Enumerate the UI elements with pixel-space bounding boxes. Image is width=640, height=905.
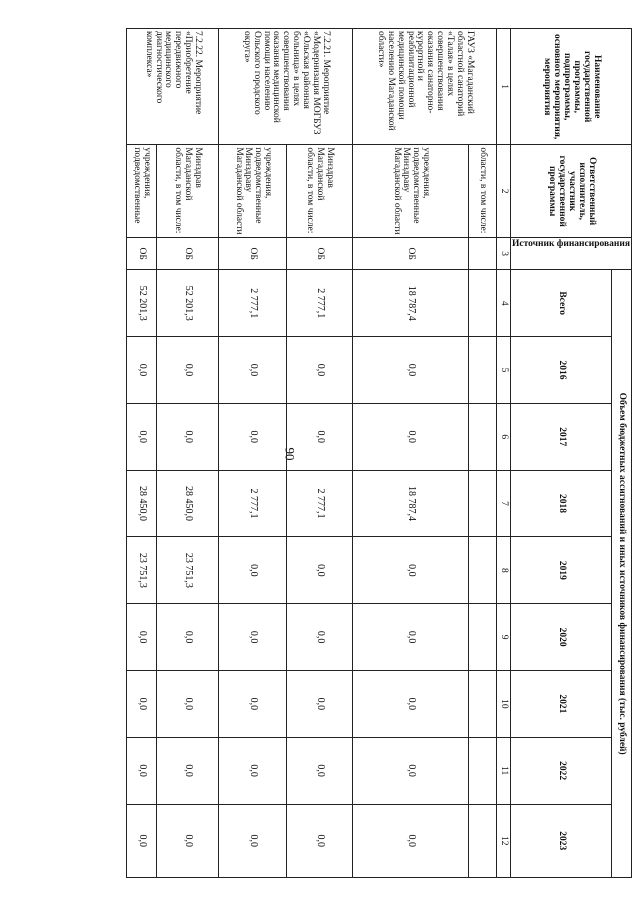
row-value: 18 787,4	[352, 470, 468, 537]
row-executor: учреждения, подведомственные	[126, 145, 156, 238]
row-executor: Минздрав Магаданской области, в том числе:	[156, 145, 218, 238]
col-number: 5	[496, 337, 510, 404]
row-value: 0,0	[218, 537, 286, 604]
row-value: 0,0	[156, 737, 218, 804]
row-value	[468, 670, 496, 737]
header-source: Источник финансирования	[510, 237, 631, 269]
col-number: 4	[496, 270, 510, 337]
row-value: 23 751,3	[126, 537, 156, 604]
row-value	[468, 403, 496, 470]
table-row	[218, 29, 286, 878]
row-value: 0,0	[218, 804, 286, 877]
col-number: 1	[496, 29, 510, 145]
header-financing: Объем бюджетных ассигнований и иных источников финансирования (тыс. рублей)	[611, 270, 631, 878]
col-number: 6	[496, 403, 510, 470]
row-value	[468, 337, 496, 404]
row-value: 0,0	[352, 537, 468, 604]
row-value: 52 201,3	[126, 270, 156, 337]
row-value: 0,0	[286, 604, 352, 671]
row-value: 0,0	[286, 737, 352, 804]
row-value: 0,0	[156, 403, 218, 470]
col-number: 3	[496, 237, 510, 269]
table-row	[468, 29, 496, 878]
financing-table-rotated	[132, 28, 632, 878]
row-value	[468, 737, 496, 804]
row-executor: Минздрав Магаданской области, в том числе:	[286, 145, 352, 238]
row-value: 0,0	[218, 337, 286, 404]
col-number: 2	[496, 145, 510, 238]
col-number: 10	[496, 670, 510, 737]
row-name: 7.2.22. Мероприятие «Приобретение передвижного медицинского диагностического комплекса»	[126, 29, 218, 145]
row-value	[468, 604, 496, 671]
row-value	[468, 270, 496, 337]
row-executor: учреждения, подведомственные Минздраву Магаданской области	[218, 145, 286, 238]
header-year: 2016	[510, 337, 611, 404]
row-source: ОБ	[352, 237, 468, 269]
column-number-row	[496, 29, 510, 878]
row-value	[468, 804, 496, 877]
row-executor: области, в том числе:	[468, 145, 496, 238]
row-value: 0,0	[126, 403, 156, 470]
row-value: 0,0	[352, 804, 468, 877]
row-value: 2 777,1	[218, 470, 286, 537]
header-row-1	[611, 29, 631, 878]
row-value	[468, 537, 496, 604]
table-row	[286, 29, 352, 878]
header-year: 2017	[510, 403, 611, 470]
row-name: 7.2.21. Мероприятие «Модернизация МОГБУЗ «Ольская районная больница» в целях совершенствования оказания медицинской помощи населению Ольского городского округа»	[218, 29, 352, 145]
row-value: 0,0	[156, 804, 218, 877]
col-number: 8	[496, 537, 510, 604]
table-row	[156, 29, 218, 878]
row-value: 0,0	[156, 604, 218, 671]
table-row	[352, 29, 468, 878]
row-source: ОБ	[218, 237, 286, 269]
page-number: 90	[282, 447, 298, 461]
row-value: 0,0	[352, 337, 468, 404]
header-year: 2023	[510, 804, 611, 877]
row-value: 0,0	[286, 670, 352, 737]
row-value	[468, 470, 496, 537]
col-number: 12	[496, 804, 510, 877]
header-executor: Ответственный исполнитель, участник государственной программы	[510, 145, 631, 238]
row-value: 0,0	[156, 337, 218, 404]
row-value: 2 777,1	[218, 270, 286, 337]
row-value: 0,0	[286, 403, 352, 470]
row-source: ОБ	[156, 237, 218, 269]
header-name: Наименование государственной программы, подпрограммы, основного мероприятия, мероприятия	[510, 29, 631, 145]
row-value: 0,0	[286, 337, 352, 404]
header-year: 2022	[510, 737, 611, 804]
row-value: 0,0	[126, 670, 156, 737]
header-year: 2021	[510, 670, 611, 737]
row-value: 0,0	[218, 737, 286, 804]
row-value: 0,0	[352, 737, 468, 804]
row-value: 2 777,1	[286, 470, 352, 537]
financing-table	[126, 28, 632, 878]
row-value: 2 777,1	[286, 270, 352, 337]
row-value: 28 450,0	[126, 470, 156, 537]
row-value: 0,0	[352, 403, 468, 470]
table-row	[126, 29, 156, 878]
row-value: 0,0	[218, 604, 286, 671]
row-value: 28 450,0	[156, 470, 218, 537]
row-source: ОБ	[286, 237, 352, 269]
row-value: 0,0	[218, 403, 286, 470]
header-year: 2018	[510, 470, 611, 537]
row-value: 0,0	[218, 670, 286, 737]
row-value: 0,0	[352, 604, 468, 671]
row-value: 0,0	[352, 670, 468, 737]
row-value: 0,0	[286, 804, 352, 877]
row-value: 0,0	[286, 537, 352, 604]
row-value: 23 751,3	[156, 537, 218, 604]
row-name: ГАУЗ «Магаданский областной санаторий «Талая» в целях совершенствования оказания санаторно-курортной и реабилитационной медицинской помощи населению Магаданской области»	[352, 29, 496, 145]
row-source: ОБ	[126, 237, 156, 269]
row-value: 0,0	[126, 737, 156, 804]
row-executor: учреждения, подведомственные Минздраву Магаданской области	[352, 145, 468, 238]
row-value: 52 201,3	[156, 270, 218, 337]
col-number: 11	[496, 737, 510, 804]
col-number: 9	[496, 604, 510, 671]
row-value: 0,0	[126, 804, 156, 877]
row-value: 0,0	[126, 337, 156, 404]
col-number: 7	[496, 470, 510, 537]
header-year: 2019	[510, 537, 611, 604]
row-value: 18 787,4	[352, 270, 468, 337]
header-year: 2020	[510, 604, 611, 671]
header-total: Всего	[510, 270, 611, 337]
row-value: 0,0	[156, 670, 218, 737]
row-value: 0,0	[126, 604, 156, 671]
row-source	[468, 237, 496, 269]
